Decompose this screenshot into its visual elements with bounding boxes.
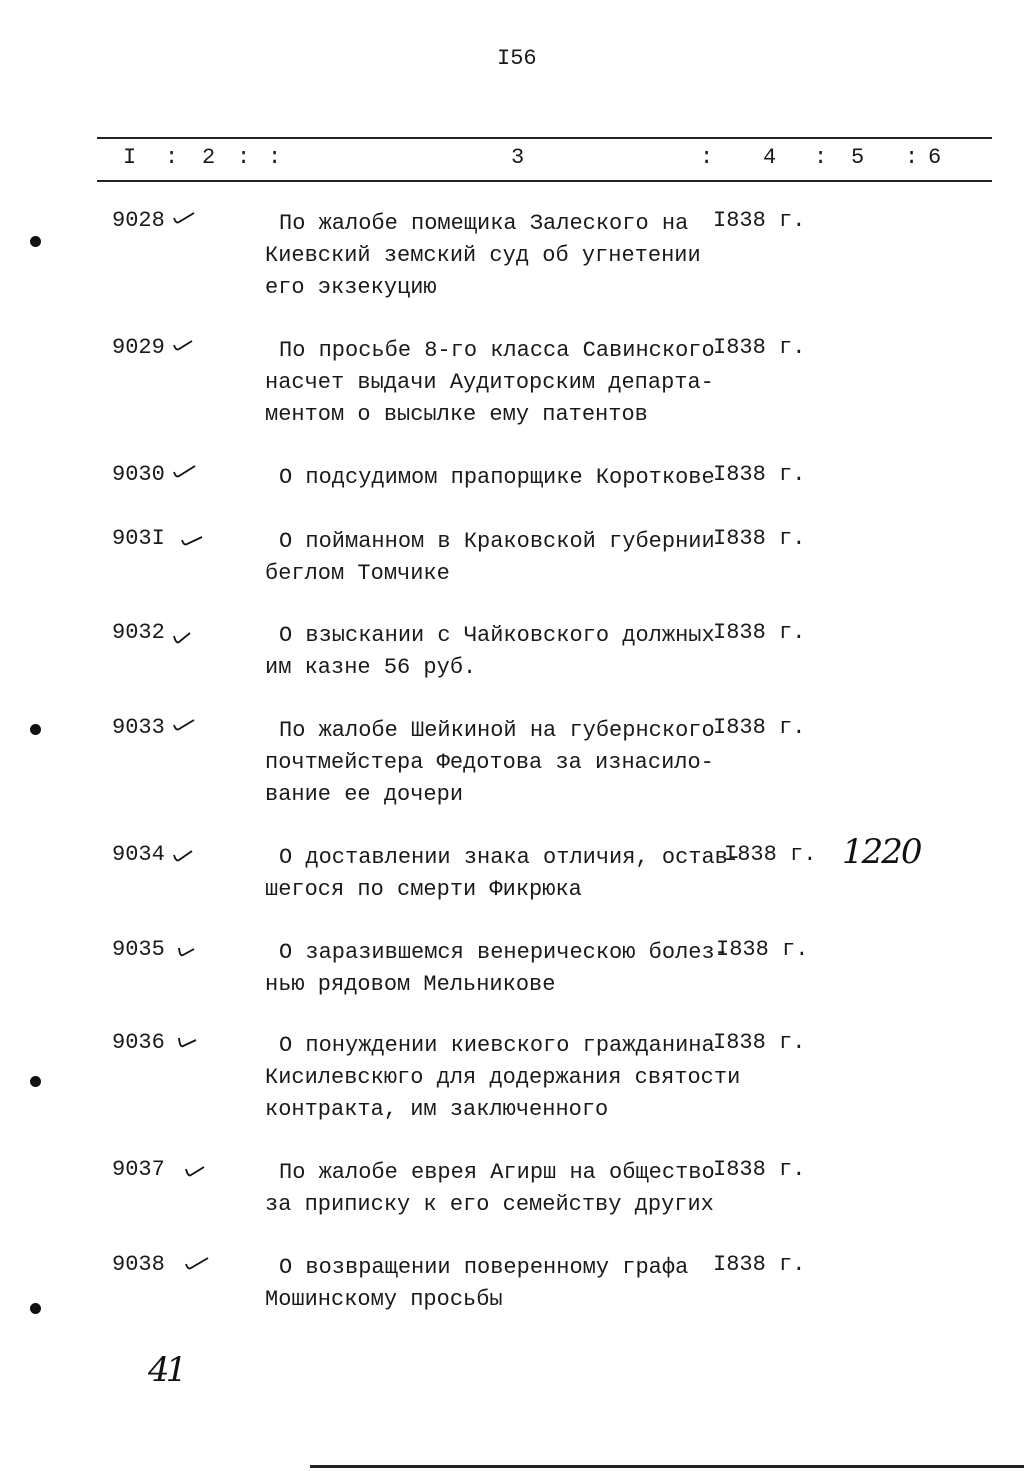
entry-year: I838 г. <box>713 462 806 487</box>
column-separator: : <box>237 145 251 170</box>
checkmark-icon <box>172 717 198 733</box>
entry-description: О пойманном в Краковской губернии беглом Томчике <box>265 529 715 586</box>
entry-description: О возвращении поверенному графа Мошинскому просьбы <box>265 1255 689 1312</box>
binder-hole-mark <box>30 1303 41 1314</box>
entry-year: I838 г. <box>713 208 806 233</box>
entry-year: I838 г. <box>713 620 806 645</box>
entry-number: 903I <box>112 526 165 551</box>
checkmark-icon <box>172 630 198 646</box>
entry-number: 9035 <box>112 937 165 962</box>
binder-hole-mark <box>30 236 41 247</box>
entry-number: 9036 <box>112 1030 165 1055</box>
checkmark-icon <box>184 1256 210 1272</box>
entry-description: По жалобе Шейкиной на губернского почтмейстера Федотова за изнасило- вание ее дочери <box>265 718 715 807</box>
column-separator: : <box>814 145 828 170</box>
entry-number: 9038 <box>112 1252 165 1277</box>
page-number: I56 <box>497 46 537 71</box>
entry-year: I838 г. <box>716 937 809 962</box>
entry-description: О взыскании с Чайковского должных им казне 56 руб. <box>265 623 715 680</box>
entry-number: 9037 <box>112 1157 165 1182</box>
column-header-5: 5 <box>851 145 865 170</box>
column-header-row <box>0 145 1024 175</box>
entry-year: I838 г. <box>713 335 806 360</box>
binder-hole-mark <box>30 724 41 735</box>
entry-number: 9030 <box>112 462 165 487</box>
entry-number: 9033 <box>112 715 165 740</box>
entry-year: I838 г. <box>724 842 817 867</box>
entry-number: 9029 <box>112 335 165 360</box>
column-header-4: 4 <box>763 145 777 170</box>
entry-year: I838 г. <box>713 1252 806 1277</box>
column-separator: : <box>905 145 919 170</box>
checkmark-icon <box>176 1034 202 1050</box>
column-header-3: 3 <box>511 145 525 170</box>
entry-description: О понуждении киевского гражданина Кисилевскюго для додержания святости контракта, им заключенного <box>265 1033 741 1122</box>
entry-description: О доставлении знака отличия, остав- шегося по смерти Фикрюка <box>265 845 742 902</box>
entry-number: 9028 <box>112 208 165 233</box>
column-header-6: 6 <box>928 145 942 170</box>
column-separator: : <box>268 145 282 170</box>
entry-number: 9032 <box>112 620 165 645</box>
checkmark-icon <box>172 337 198 353</box>
entry-description: По жалобе помещика Залеского на Киевский земский суд об угнетении его экзекуцию <box>265 211 701 300</box>
entry-year: I838 г. <box>713 1030 806 1055</box>
entry-description: О заразившемся венерическою болез- нью рядовом Мельникове <box>265 940 728 997</box>
margin-note: 1220 <box>842 832 921 872</box>
column-separator: : <box>700 145 714 170</box>
checkmark-icon <box>180 532 206 548</box>
binder-hole-mark <box>30 1076 41 1087</box>
entry-description: По просьбе 8-го класса Савинского насчет выдачи Аудиторским департа- ментом о высылке ему патентов <box>265 338 715 427</box>
checkmark-icon <box>172 210 198 226</box>
footer-note: 41 <box>148 1350 184 1390</box>
header-bottom-rule <box>97 180 992 182</box>
checkmark-icon <box>172 848 198 864</box>
page-bottom-edge <box>310 1465 1024 1468</box>
checkmark-icon <box>172 464 198 480</box>
column-header-1: I <box>123 145 137 170</box>
entry-year: I838 г. <box>713 715 806 740</box>
entry-description: О подсудимом прапорщике Короткове <box>279 465 715 490</box>
header-top-rule <box>97 137 992 139</box>
column-separator: : <box>165 145 179 170</box>
checkmark-icon <box>176 943 202 959</box>
entry-year: I838 г. <box>713 1157 806 1182</box>
entry-number: 9034 <box>112 842 165 867</box>
checkmark-icon <box>184 1163 210 1179</box>
entry-description: По жалобе еврея Агирш на общество за приписку к его семейству других <box>265 1160 715 1217</box>
entry-year: I838 г. <box>713 526 806 551</box>
column-header-2: 2 <box>202 145 216 170</box>
